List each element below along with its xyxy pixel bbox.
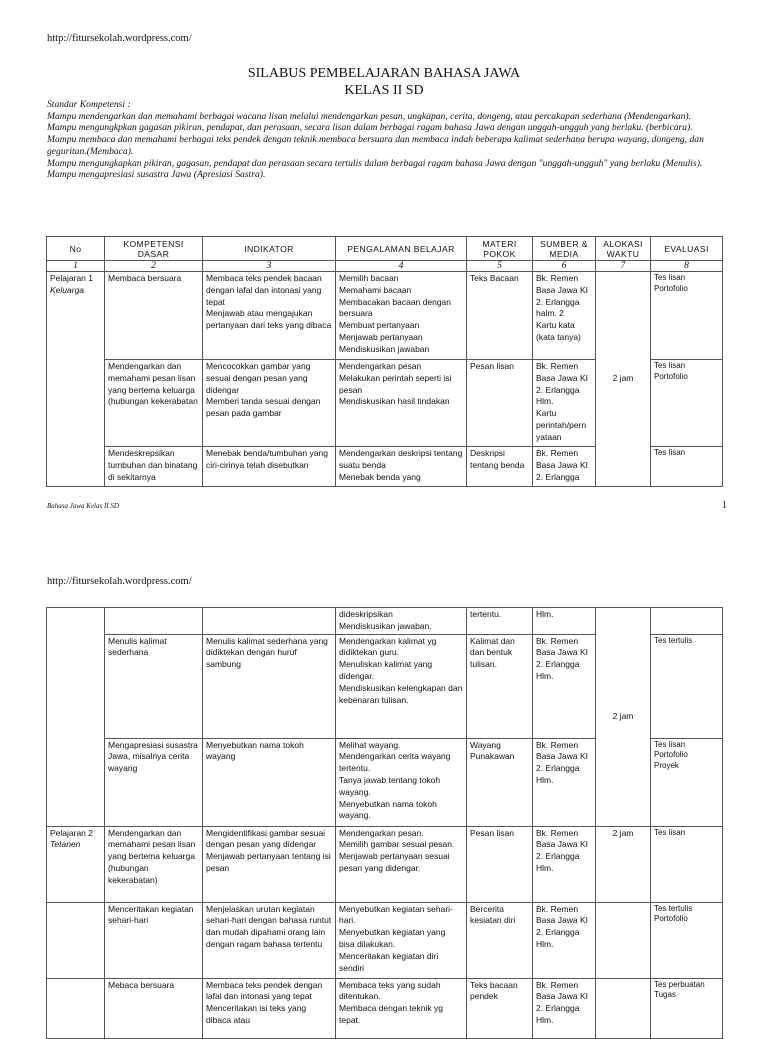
page-url[interactable]: http://fitursekolah.wordpress.com/ xyxy=(47,33,192,44)
pengalaman-text: Mendengarkan deskripsi tentang suatu benda Menebak benda yang xyxy=(339,448,463,482)
alokasi-text: 2 jam xyxy=(612,827,634,838)
table-row xyxy=(47,978,723,1038)
col-number: 5 xyxy=(467,261,533,272)
header-no: No xyxy=(47,237,105,261)
materi-text: Bercerita kesiatan diri xyxy=(470,903,516,926)
evaluasi-text: Tes lisan Portofolio xyxy=(654,273,688,293)
alokasi-text: 2 jam xyxy=(612,710,634,721)
indikator-cell xyxy=(203,634,336,738)
table-row xyxy=(47,272,723,360)
kd-text: Mebaca bersuara xyxy=(108,979,175,990)
kd-text: Mendengarkan dan memahami pesan lisan yang bertema keluarga (hubungan kekerabatan) xyxy=(108,827,196,885)
evaluasi-cell xyxy=(651,978,723,1038)
indikator-cell xyxy=(203,608,336,635)
pengalaman-text: Memilih bacaan Memahami bacaan Membacakan bacaan dengan bersuara Membuat pertanyaan Menjawab pertanyaan Mendiskusikan jawaban xyxy=(339,273,451,354)
pengalaman-text: Mendengarkan kalimat yg didiktekan guru. Menuliskan kalimat yang didengar. Mendiskusikan kelengkapan dan kebenaran tulisan. xyxy=(339,635,463,705)
sk-item: Mampu mengapresiasi susastra Jawa (Apresiasi Sastra). xyxy=(47,169,266,181)
col-number: 4 xyxy=(336,261,467,272)
col-number: 3 xyxy=(203,261,336,272)
sumber-cell xyxy=(533,738,596,826)
indikator-text: Membaca teks pendek dengan lafal dan intonasi yang tepat Menceritakan isi teks yang dibaca atau xyxy=(206,979,323,1025)
sk-item: Mampu membaca dan memahami berbagai teks pendek dengan teknik membaca bersuara dan membaca indah beberapa kalimat sederhana berupa wayang, dongeng, dan geguritan.(Membaca). xyxy=(47,134,704,157)
indikator-cell xyxy=(203,447,336,487)
evaluasi-text: Tes tertulis Portofolio xyxy=(654,903,693,924)
materi-cell xyxy=(467,360,533,447)
pengalaman-text: dideskripsikan Mendiskusikan jawaban. xyxy=(339,609,432,631)
evaluasi-cell xyxy=(651,738,723,826)
alokasi-cell xyxy=(596,902,651,978)
materi-text: Pesan lisan xyxy=(470,827,514,838)
sumber-cell xyxy=(533,608,596,635)
alokasi-cell xyxy=(596,826,651,902)
page-url[interactable]: http://fitursekolah.wordpress.com/ xyxy=(47,576,192,587)
lesson-cell xyxy=(47,902,105,978)
sk-item: Mampu mendengarkan dan memahami berbagai wacana lisan melalui mendengarkan pesan, ungkapan, cerita, dongeng, atau percakapan sederhana (Mendengarkan). xyxy=(47,110,692,122)
indikator-text: Membaca teks pendek bacaan dengan lafal dan intonasi yang tepat Menjawab atau mengajukan pertanyaan dari teks yang dibaca xyxy=(206,273,332,331)
pengalaman-cell xyxy=(336,902,467,978)
page-footer: Bahasa Jawa Kelas II SD xyxy=(47,502,119,510)
table-row xyxy=(47,608,723,635)
standar-kompetensi xyxy=(47,99,737,181)
materi-text: Deskripsi tentang benda xyxy=(470,448,525,470)
sumber-cell xyxy=(533,447,596,487)
sumber-text: Bk. Remen Basa Jawa KI 2. Erlangga Hlm. xyxy=(536,903,588,949)
pengalaman-text: Mendengarkan pesan. Memilih gambar sesuai pesan. Menjawab pertanyaan sesuai pesan yang didengar. xyxy=(339,827,455,873)
pengalaman-cell xyxy=(336,738,467,826)
document-subtitle: KELAS II SD xyxy=(344,83,424,98)
lesson-cell xyxy=(47,272,105,487)
sumber-cell xyxy=(533,978,596,1038)
materi-text: Teks Bacaan xyxy=(470,273,519,283)
materi-text: Wayang Punakawan xyxy=(470,739,515,762)
lesson-cell xyxy=(47,608,105,827)
kd-text: Menceritakan kegiatan sehari-hari xyxy=(108,903,194,926)
table-row xyxy=(47,902,723,978)
sumber-text: Bk. Remen Basa Jawa KI 2. Erlangga Hlm. xyxy=(536,827,588,873)
evaluasi-text: Tes lisan Portofolio xyxy=(654,361,688,381)
sumber-cell xyxy=(533,826,596,902)
indikator-text: Menulis kalimat sederhana yang didiktekan dengan huruf sambung xyxy=(206,635,328,670)
evaluasi-cell xyxy=(651,272,723,360)
table-header-row xyxy=(47,237,723,261)
sumber-cell xyxy=(533,902,596,978)
materi-cell xyxy=(467,826,533,902)
col-number: 2 xyxy=(105,261,203,272)
sumber-cell xyxy=(533,272,596,360)
header-indikator: INDIKATOR xyxy=(203,237,336,261)
lesson-number: Pelajaran 1 xyxy=(50,273,94,283)
kd-text: Membaca bersuara xyxy=(108,273,182,283)
indikator-text: Menjelaskan urutan kegiatan sehari-hari dengan bahasa runtut dan mudah dipahami orang lain dengan ragam bahasa tertentu xyxy=(206,903,332,949)
lesson-cell xyxy=(47,826,105,902)
alokasi-cell xyxy=(596,978,651,1038)
materi-cell xyxy=(467,902,533,978)
indikator-text: Mencocokkan gambar yang sesuai dengan pesan yang didengar Memberi tanda sesuai dengan pesan pada gambar xyxy=(206,361,321,419)
pengalaman-cell xyxy=(336,272,467,360)
kd-cell xyxy=(105,978,203,1038)
sumber-text: Hlm. xyxy=(536,609,554,619)
kd-cell xyxy=(105,360,203,447)
sumber-text: Bk. Remen Basa Jawa KI 2. Erlangga halm. 2 Kartu kata (kata tanya) xyxy=(536,273,588,342)
header-pengalaman-belajar: PENGALAMAN BELAJAR xyxy=(336,237,467,261)
kd-text: Mendeskrepsikan tumbuhan dan binatang di sekitarnya xyxy=(108,448,198,482)
syllabus-table-page2 xyxy=(46,607,723,1039)
evaluasi-cell xyxy=(651,360,723,447)
pengalaman-text: Mendengarkan pesan Melakukan perintah seperti isi pesan Mendiskusikan hasil tindakan xyxy=(339,361,452,407)
alokasi-cell xyxy=(596,608,651,827)
kd-cell xyxy=(105,272,203,360)
indikator-cell xyxy=(203,826,336,902)
indikator-cell xyxy=(203,978,336,1038)
document-title: SILABUS PEMBELAJARAN BAHASA JAWA xyxy=(247,66,521,81)
col-number: 8 xyxy=(651,261,723,272)
pengalaman-cell xyxy=(336,634,467,738)
sumber-text: Bk. Remen Basa Jawa KI 2. Erlangga xyxy=(536,448,588,482)
evaluasi-cell xyxy=(651,634,723,738)
header-kompetensi-dasar: KOMPETENSI DASAR xyxy=(105,237,203,261)
lesson-theme: Tetanen xyxy=(50,839,81,850)
table-row xyxy=(47,826,723,902)
sumber-text: Bk. Remen Basa Jawa KI 2. Erlangga Hlm. xyxy=(536,979,588,1025)
evaluasi-cell xyxy=(651,826,723,902)
kd-text: Mengapresiasi susastra Jawa, misalnya cerita wayang xyxy=(108,739,198,774)
header-sumber-media: SUMBER & MEDIA xyxy=(533,237,596,261)
sk-heading: Standar Kompetensi : xyxy=(47,99,131,110)
pengalaman-text: Melihat wayang. Mendengarkan cerita wayang tertentu. Tanya jawab tentang tokoh wayang. Menyebutkan nama tokoh wayang. xyxy=(339,739,451,821)
pengalaman-cell xyxy=(336,447,467,487)
evaluasi-cell xyxy=(651,447,723,487)
lesson-number: Pelajaran 2 xyxy=(50,827,94,838)
col-number: 6 xyxy=(533,261,596,272)
sumber-text: Bk. Remen Basa Jawa KI 2. Erlangga Hlm. Kartu perintah/pern yataan xyxy=(536,361,588,442)
indikator-cell xyxy=(203,360,336,447)
materi-cell xyxy=(467,272,533,360)
kd-cell xyxy=(105,608,203,635)
header-evaluasi: EVALUASI xyxy=(651,237,723,261)
pengalaman-cell xyxy=(336,360,467,447)
materi-text: Teks bacaan pendek xyxy=(470,979,518,1002)
materi-cell xyxy=(467,608,533,635)
materi-text: Pesan lisan xyxy=(470,361,514,371)
page-number: 1 xyxy=(722,500,727,511)
header-alokasi-waktu: ALOKASI WAKTU xyxy=(596,237,651,261)
sumber-cell xyxy=(533,360,596,447)
evaluasi-text: Tes lisan xyxy=(654,827,686,837)
materi-cell xyxy=(467,738,533,826)
evaluasi-text: Tes lisan xyxy=(654,448,686,457)
kd-text: Mendengarkan dan memahami pesan lisan yang bertema keluarga (hubungan kekerabatan xyxy=(108,361,198,407)
materi-cell xyxy=(467,978,533,1038)
materi-cell xyxy=(467,447,533,487)
col-number: 1 xyxy=(47,261,105,272)
sk-item: Mampu mengungkpkan gagasan pikiran, pendapat, dan perasaan, secara lisan dalam berbagai ragam bahasa Jawa dengan unggah-ungguh yang berlaku. (berbicara). xyxy=(47,122,693,134)
pengalaman-cell xyxy=(336,978,467,1038)
col-number: 7 xyxy=(596,261,651,272)
kd-cell xyxy=(105,634,203,738)
sk-item: Mampu mengungkapkan pikiran, gagasan, pendapat dan perasaan secara tertulis dalam berbagai ragam bahasa Jawa dengan "unggah-ungguh" yang berlaku (Menulis). xyxy=(47,157,703,169)
evaluasi-cell xyxy=(651,608,723,635)
kd-cell xyxy=(105,738,203,826)
pengalaman-cell xyxy=(336,826,467,902)
sumber-cell xyxy=(533,634,596,738)
alokasi-text: 2 jam xyxy=(612,373,634,384)
indikator-text: Mengidentifikasi gambar sesuai dengan pesan yang didengar Menjawab pertanyaan tentang isi pesan xyxy=(206,827,331,873)
kd-cell xyxy=(105,826,203,902)
pengalaman-cell xyxy=(336,608,467,635)
kd-cell xyxy=(105,447,203,487)
evaluasi-text: Tes lisan Portofolio Proyek xyxy=(654,739,688,770)
materi-cell xyxy=(467,634,533,738)
column-number-row xyxy=(47,261,723,272)
header-materi-pokok: MATERI POKOK xyxy=(467,237,533,261)
evaluasi-text: Tes tertulis xyxy=(654,635,693,645)
lesson-theme: Keluarga xyxy=(50,284,85,295)
pengalaman-text: Menyebutkan kegiatan sehari-hari. Menyebutkan kegiatan yang bisa dilakukan. Menceritakan kegiatan diri sendiri xyxy=(339,903,453,973)
evaluasi-text: Tes perbuatan Tugas xyxy=(654,979,705,1000)
lesson-cell xyxy=(47,978,105,1038)
indikator-cell xyxy=(203,738,336,826)
sumber-text: Bk. Remen Basa Jawa KI 2. Erlangga Hlm. xyxy=(536,739,588,785)
materi-text: tertentu. xyxy=(470,609,502,619)
indikator-text: Menebak benda/tumbuhan yang ciri-cirinya telah disebutkan xyxy=(206,448,328,470)
indikator-cell xyxy=(203,902,336,978)
indikator-cell xyxy=(203,272,336,360)
evaluasi-cell xyxy=(651,902,723,978)
syllabus-table-page1 xyxy=(46,236,723,487)
kd-cell xyxy=(105,902,203,978)
indikator-text: Menyebutkan nama tokoh wayang xyxy=(206,739,304,762)
pengalaman-text: Membaca teks yang sudah ditentukan. Membaca dengan teknik yg tepat. xyxy=(339,979,443,1025)
alokasi-cell xyxy=(596,272,651,487)
materi-text: Kalimat dan dan bentuk tulisan. xyxy=(470,635,515,670)
kd-text: Menulis kalimat sederhana xyxy=(108,635,167,658)
sumber-text: Bk. Remen Basa Jawa KI 2. Erlangga Hlm. xyxy=(536,635,588,681)
